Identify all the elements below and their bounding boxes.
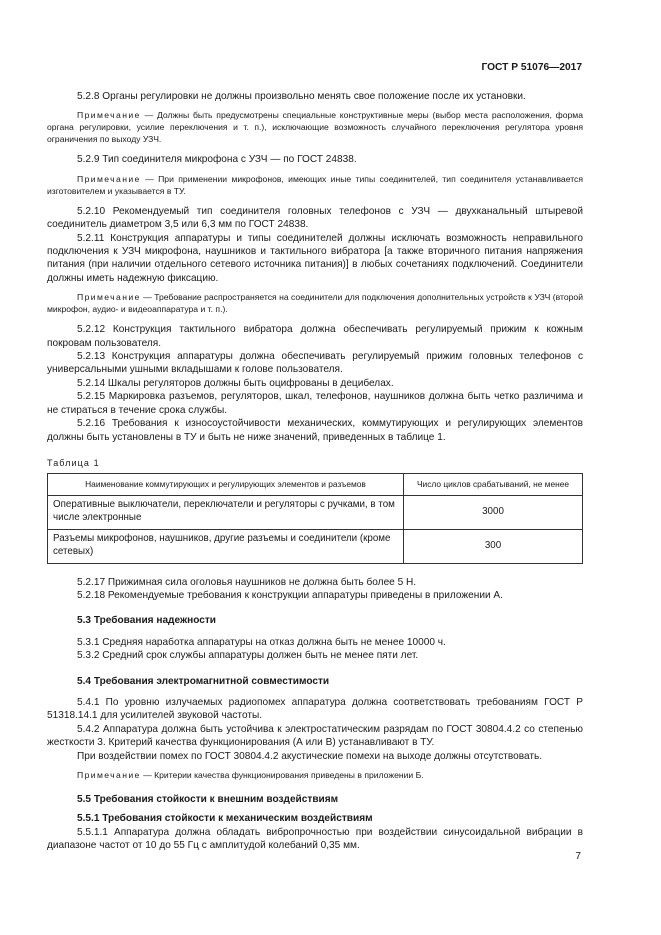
clause-5-3-2: 5.3.2 Средний срок службы аппаратуры должен быть не менее пяти лет. bbox=[77, 650, 419, 662]
note-3 bbox=[47, 291, 583, 315]
note-text: — Требование распространяется на соединители для подключения дополнительных устройств к УЗЧ (второй микрофон, аудио- и видеоаппаратура и т. п.). bbox=[47, 292, 583, 315]
clause-5-2-11: 5.2.11 Конструкция аппаратуры и типы соединителей должны исключать возможность неправильного подключения к УЗЧ микрофона, наушников и тактильного вибратора [а также вторичного питания напряжения питания (при наличии отдельного сетевого источника питания)] в любых сочетаниях подключений. Соединители должны иметь надежную фиксацию. bbox=[47, 232, 583, 284]
note-4 bbox=[47, 769, 583, 781]
clause-5-2-17: 5.2.17 Прижимная сила оголовья наушников не должна быть более 5 Н. bbox=[77, 576, 417, 588]
table-cell-cycles: 3000 bbox=[404, 495, 583, 529]
section-heading-5-5-1: 5.5.1 Требования стойкости к механическим воздействиям bbox=[77, 813, 373, 825]
table-header-row bbox=[48, 473, 583, 495]
note-1 bbox=[47, 109, 583, 145]
clause-5-2-9: 5.2.9 Тип соединителя микрофона с УЗЧ — по ГОСТ 24838. bbox=[77, 154, 357, 166]
table-header-name: Наименование коммутирующих и регулирующих элементов и разъемов bbox=[48, 473, 404, 495]
clause-5-5-1-1: 5.5.1.1 Аппаратура должна обладать вибропрочностью при воздействии синусоидальной вибрации в диапазоне частот от 10 до 55 Гц с амплитудой колебаний 0,35 мм. bbox=[47, 826, 583, 852]
note-text: — При применении микрофонов, имеющих иные типы соединителей, тип соединителя устанавливается изготовителем и указывается в ТУ. bbox=[47, 173, 583, 196]
table-caption: Таблица 1 bbox=[47, 457, 100, 468]
note-2 bbox=[47, 173, 583, 197]
note-label: Примечание bbox=[77, 173, 141, 184]
note-label: Примечание bbox=[77, 292, 141, 303]
table-1 bbox=[47, 473, 583, 564]
clause-5-2-13: 5.2.13 Конструкция аппаратуры должна обеспечивать регулируемый прижим головных телефонов с универсальными ушными вкладышами к голове пользователя. bbox=[47, 351, 583, 376]
note-label: Примечание bbox=[77, 110, 141, 121]
section-heading-5-5: 5.5 Требования стойкости к внешним воздействиям bbox=[77, 793, 339, 805]
table-cell-cycles: 300 bbox=[404, 529, 583, 563]
clause-5-2-18: 5.2.18 Рекомендуемые требования к конструкции аппаратуры приведены в приложении А. bbox=[77, 589, 503, 601]
table-header-cycles: Число циклов срабатываний, не менее bbox=[404, 473, 583, 495]
note-text: — Критерии качества функционирования приведены в приложении Б. bbox=[140, 769, 424, 780]
clause-5-4-1: 5.4.1 По уровню излучаемых радиопомех аппаратура должна соответствовать требованиям ГОСТ Р 51318.14.1 для усилителей звуковой частоты. bbox=[47, 696, 583, 722]
document-header: ГОСТ Р 51076—2017 bbox=[481, 62, 582, 73]
clause-5-4-2: 5.4.2 Аппаратура должна быть устойчива к электростатическим разрядам по ГОСТ 30804.4.2 со степенью жесткости 3. Критерий качества функционирования (А или В) устанавливают в ТУ. bbox=[47, 723, 583, 749]
clause-5-2-8: 5.2.8 Органы регулировки не должны произвольно менять свое положение после их установки. bbox=[77, 91, 526, 102]
clause-5-2-16: 5.2.16 Требования к износоустойчивости механических, коммутирующих и регулирующих элементов должны быть установлены в ТУ и быть не ниже значений, приведенных в таблице 1. bbox=[47, 418, 583, 443]
clause-5-2-12: 5.2.12 Конструкция тактильного вибратора должна обеспечивать регулируемый прижим к кожным покровам пользователя. bbox=[47, 324, 583, 349]
section-heading-5-4: 5.4 Требования электромагнитной совместимости bbox=[77, 675, 330, 687]
table-cell-name: Оперативные выключатели, переключатели и регуляторы с ручками, в том числе электронные bbox=[48, 495, 404, 529]
table-row bbox=[48, 495, 583, 529]
note-text: — Должны быть предусмотрены специальные конструктивные меры (выбор места расположения, форма органа регулировки, усилие переключения и т. п.), исключающие возможность случайного переключения регулятора уровня ограничения по выходу УЗЧ. bbox=[47, 110, 583, 145]
table-row bbox=[48, 529, 583, 563]
note-label: Примечание bbox=[77, 769, 141, 780]
document-body bbox=[47, 90, 583, 853]
clause-5-3-1: 5.3.1 Средняя наработка аппаратуры на отказ должна быть не менее 10000 ч. bbox=[77, 636, 446, 648]
section-heading-5-3: 5.3 Требования надежности bbox=[77, 615, 216, 627]
clause-5-2-15: 5.2.15 Маркировка разъемов, регуляторов, шкал, телефонов, наушников должна быть четко различима и не стираться в течение срока службы. bbox=[47, 391, 583, 416]
clause-5-4-2-continued: При воздействии помех по ГОСТ 30804.4.2 акустические помехи на выходе должны отсутствовать. bbox=[77, 750, 543, 762]
clause-5-2-14: 5.2.14 Шкалы регуляторов должны быть оцифрованы в децибелах. bbox=[77, 377, 394, 389]
clause-5-2-10: 5.2.10 Рекомендуемый тип соединителя головных телефонов с УЗЧ — двухканальный штыревой соединитель диаметром 3,5 или 6,3 мм по ГОСТ 24838. bbox=[47, 205, 583, 231]
table-cell-name: Разъемы микрофонов, наушников, другие разъемы и соединители (кроме сетевых) bbox=[48, 529, 404, 563]
page-number: 7 bbox=[575, 851, 581, 862]
